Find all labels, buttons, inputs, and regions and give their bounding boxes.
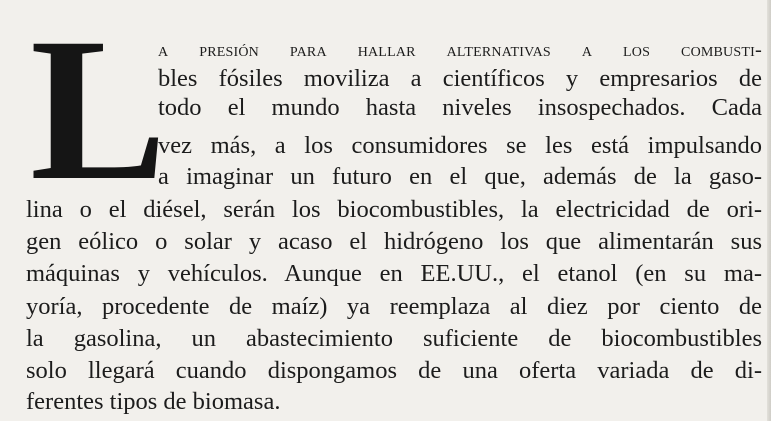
text-line-2: bles fósiles moviliza a científicos y empresarios de xyxy=(158,65,762,92)
text-line-7: gen eólico o solar y acaso el hidrógeno los que alimentarán sus xyxy=(26,228,762,255)
drop-cap: L xyxy=(30,0,167,223)
text-line-9: yoría, procedente de maíz) ya reemplaza al diez por ciento de xyxy=(26,293,762,320)
text-line-10: la gasolina, un abastecimiento suficiente de biocombustibles xyxy=(26,325,762,352)
text-line-4: vez más, a los consumidores se les está impulsando xyxy=(158,132,762,159)
text-line-1: a presión para hallar alternativas a los combusti- xyxy=(158,39,762,61)
text-line-11: solo llegará cuando dispongamos de una oferta variada de di- xyxy=(26,357,762,384)
text-line-3: todo el mundo hasta niveles insospechados. Cada xyxy=(158,94,762,121)
text-line-6: lina o el diésel, serán los biocombustibles, la electricidad de ori- xyxy=(26,196,762,223)
text-line-8: máquinas y vehículos. Aunque en EE.UU., el etanol (en su ma- xyxy=(26,260,762,287)
text-line-12: ferentes tipos de biomasa. xyxy=(26,388,281,415)
scan-edge xyxy=(767,0,771,421)
text-line-5: a imaginar un futuro en el que, además de la gaso- xyxy=(158,163,762,190)
